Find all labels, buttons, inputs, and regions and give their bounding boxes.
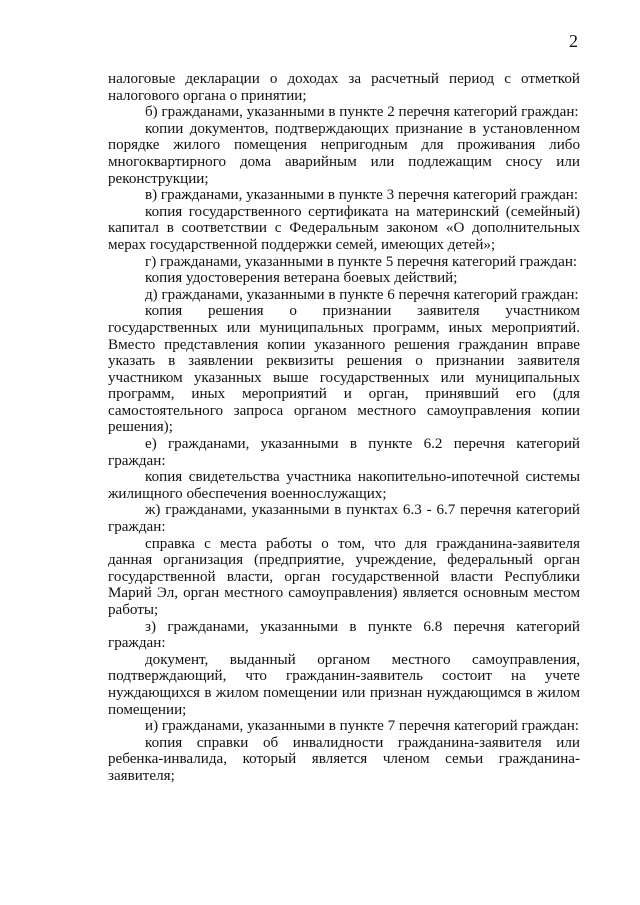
paragraph: копия свидетельства участника накопительно-ипотечной системы жилищного обеспечения военнослужащих;	[108, 469, 580, 502]
page-number: 2	[569, 31, 578, 51]
paragraph: справка с места работы о том, что для гражданина-заявителя данная организация (предприятие, учреждение, федеральный орган государственной власти, орган государственной власти Республики Марий Эл, орган местного самоуправления) является основным местом работы;	[108, 535, 580, 618]
paragraph: в) гражданами, указанными в пункте 3 перечня категорий граждан:	[145, 187, 579, 204]
paragraph: г) гражданами, указанными в пункте 5 перечня категорий граждан:	[145, 253, 578, 270]
paragraph: з) гражданами, указанными в пункте 6.8 перечня категорий граждан:	[108, 618, 580, 652]
paragraph: копия справки об инвалидности гражданина-заявителя или ребенка-инвалида, который является членом семьи гражданина-заявителя;	[108, 734, 580, 784]
paragraph: е) гражданами, указанными в пункте 6.2 перечня категорий граждан:	[108, 436, 580, 469]
paragraph: д) гражданами, указанными в пункте 6 перечня категорий граждан:	[145, 286, 579, 303]
paragraph: документ, выданный органом местного самоуправления, подтверждающий, что гражданин-заявитель состоит на учете нуждающихся в жилом помещении или признан нуждающимся в жилом помещении;	[108, 651, 580, 718]
document-body	[108, 71, 580, 785]
paragraph: копии документов, подтверждающих признание в установленном порядке жилого помещения непригодным для проживания либо многоквартирного дома аварийным или подлежащим сносу или реконструкции;	[108, 120, 580, 187]
paragraph: копия государственного сертификата на материнский (семейный) капитал в соответствии с Федеральным законом «О дополнительных мерах государственной поддержки семей, имеющих детей»;	[108, 203, 580, 253]
paragraph: и) гражданами, указанными в пункте 7 перечня категорий граждан:	[145, 718, 580, 735]
paragraph: налоговые декларации о доходах за расчетный период с отметкой налогового органа о принятии;	[108, 71, 580, 104]
paragraph: копия удостоверения ветерана боевых действий;	[145, 270, 458, 287]
paragraph: копия решения о признании заявителя участником государственных или муниципальных программ, иных мероприятий. Вместо представления копии указанного решения гражданин вправе указать в заявлении реквизиты решения о признании заявителя участником указанных выше государственных или муниципальных программ, иных мероприятий и орган, принявший его (для самостоятельного запроса органом местного самоуправления копии решения);	[108, 303, 580, 436]
paragraph: ж) гражданами, указанными в пунктах 6.3 - 6.7 перечня категорий граждан:	[108, 502, 580, 536]
paragraph: б) гражданами, указанными в пункте 2 перечня категорий граждан:	[145, 104, 579, 121]
